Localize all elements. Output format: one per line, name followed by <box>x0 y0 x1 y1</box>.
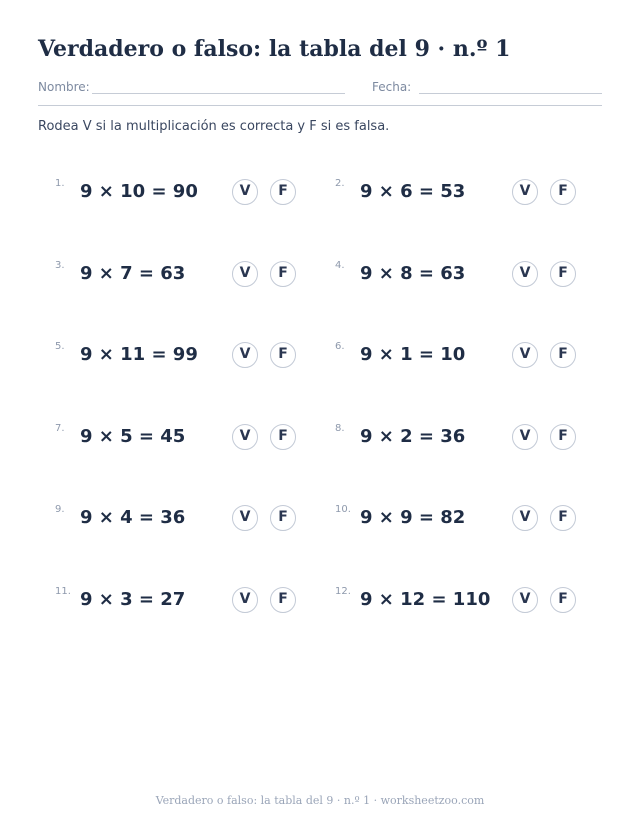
problem-item <box>335 259 595 289</box>
problem-equation: 9 × 5 = 45 <box>80 426 186 447</box>
problem-item <box>335 503 595 533</box>
problem-number: 3. <box>55 260 65 271</box>
name-line[interactable] <box>92 93 345 94</box>
problem-item <box>335 340 595 370</box>
page-title: Verdadero o falso: la tabla del 9 · n.º 1 <box>38 36 511 62</box>
name-date-row <box>38 80 602 98</box>
problem-equation: 9 × 10 = 90 <box>80 181 198 202</box>
false-choice-circle[interactable]: F <box>550 179 576 205</box>
false-choice-circle[interactable]: F <box>550 587 576 613</box>
problem-number: 2. <box>335 178 345 189</box>
false-choice-circle[interactable]: F <box>270 587 296 613</box>
problem-equation: 9 × 11 = 99 <box>80 344 198 365</box>
true-choice-circle[interactable]: V <box>512 179 538 205</box>
problem-number: 1. <box>55 178 65 189</box>
problem-item <box>335 177 595 207</box>
date-line[interactable] <box>419 93 602 94</box>
true-choice-circle[interactable]: V <box>232 261 258 287</box>
true-choice-circle[interactable]: V <box>232 424 258 450</box>
problem-item <box>55 177 315 207</box>
problem-equation: 9 × 8 = 63 <box>360 263 466 284</box>
problem-item <box>55 340 315 370</box>
instructions: Rodea V si la multiplicación es correcta y F si es falsa. <box>38 119 390 134</box>
problem-number: 5. <box>55 341 65 352</box>
problem-equation: 9 × 12 = 110 <box>360 589 491 610</box>
problem-item <box>335 585 595 615</box>
problem-item <box>335 422 595 452</box>
false-choice-circle[interactable]: F <box>270 505 296 531</box>
false-choice-circle[interactable]: F <box>270 179 296 205</box>
false-choice-circle[interactable]: F <box>270 424 296 450</box>
true-choice-circle[interactable]: V <box>512 505 538 531</box>
true-choice-circle[interactable]: V <box>232 587 258 613</box>
problem-item <box>55 503 315 533</box>
problem-number: 8. <box>335 423 345 434</box>
problem-equation: 9 × 4 = 36 <box>80 507 186 528</box>
problem-equation: 9 × 6 = 53 <box>360 181 466 202</box>
true-choice-circle[interactable]: V <box>512 261 538 287</box>
problem-item <box>55 585 315 615</box>
true-choice-circle[interactable]: V <box>512 587 538 613</box>
problem-item <box>55 259 315 289</box>
problem-equation: 9 × 2 = 36 <box>360 426 466 447</box>
footer: Verdadero o falso: la tabla del 9 · n.º 1 · worksheetzoo.com <box>155 794 485 807</box>
problem-number: 12. <box>335 586 351 597</box>
true-choice-circle[interactable]: V <box>232 342 258 368</box>
problem-equation: 9 × 3 = 27 <box>80 589 186 610</box>
problem-number: 10. <box>335 504 351 515</box>
problem-number: 11. <box>55 586 71 597</box>
false-choice-circle[interactable]: F <box>550 342 576 368</box>
true-choice-circle[interactable]: V <box>232 179 258 205</box>
problem-number: 9. <box>55 504 65 515</box>
date-label: Fecha: <box>372 80 412 94</box>
problem-item <box>55 422 315 452</box>
problem-number: 4. <box>335 260 345 271</box>
true-choice-circle[interactable]: V <box>512 342 538 368</box>
problem-number: 7. <box>55 423 65 434</box>
false-choice-circle[interactable]: F <box>550 424 576 450</box>
false-choice-circle[interactable]: F <box>550 261 576 287</box>
true-choice-circle[interactable]: V <box>232 505 258 531</box>
header-divider <box>38 105 602 106</box>
problem-equation: 9 × 1 = 10 <box>360 344 466 365</box>
false-choice-circle[interactable]: F <box>270 261 296 287</box>
false-choice-circle[interactable]: F <box>270 342 296 368</box>
false-choice-circle[interactable]: F <box>550 505 576 531</box>
true-choice-circle[interactable]: V <box>512 424 538 450</box>
problem-equation: 9 × 9 = 82 <box>360 507 466 528</box>
name-label: Nombre: <box>38 80 90 94</box>
problem-equation: 9 × 7 = 63 <box>80 263 186 284</box>
problem-number: 6. <box>335 341 345 352</box>
